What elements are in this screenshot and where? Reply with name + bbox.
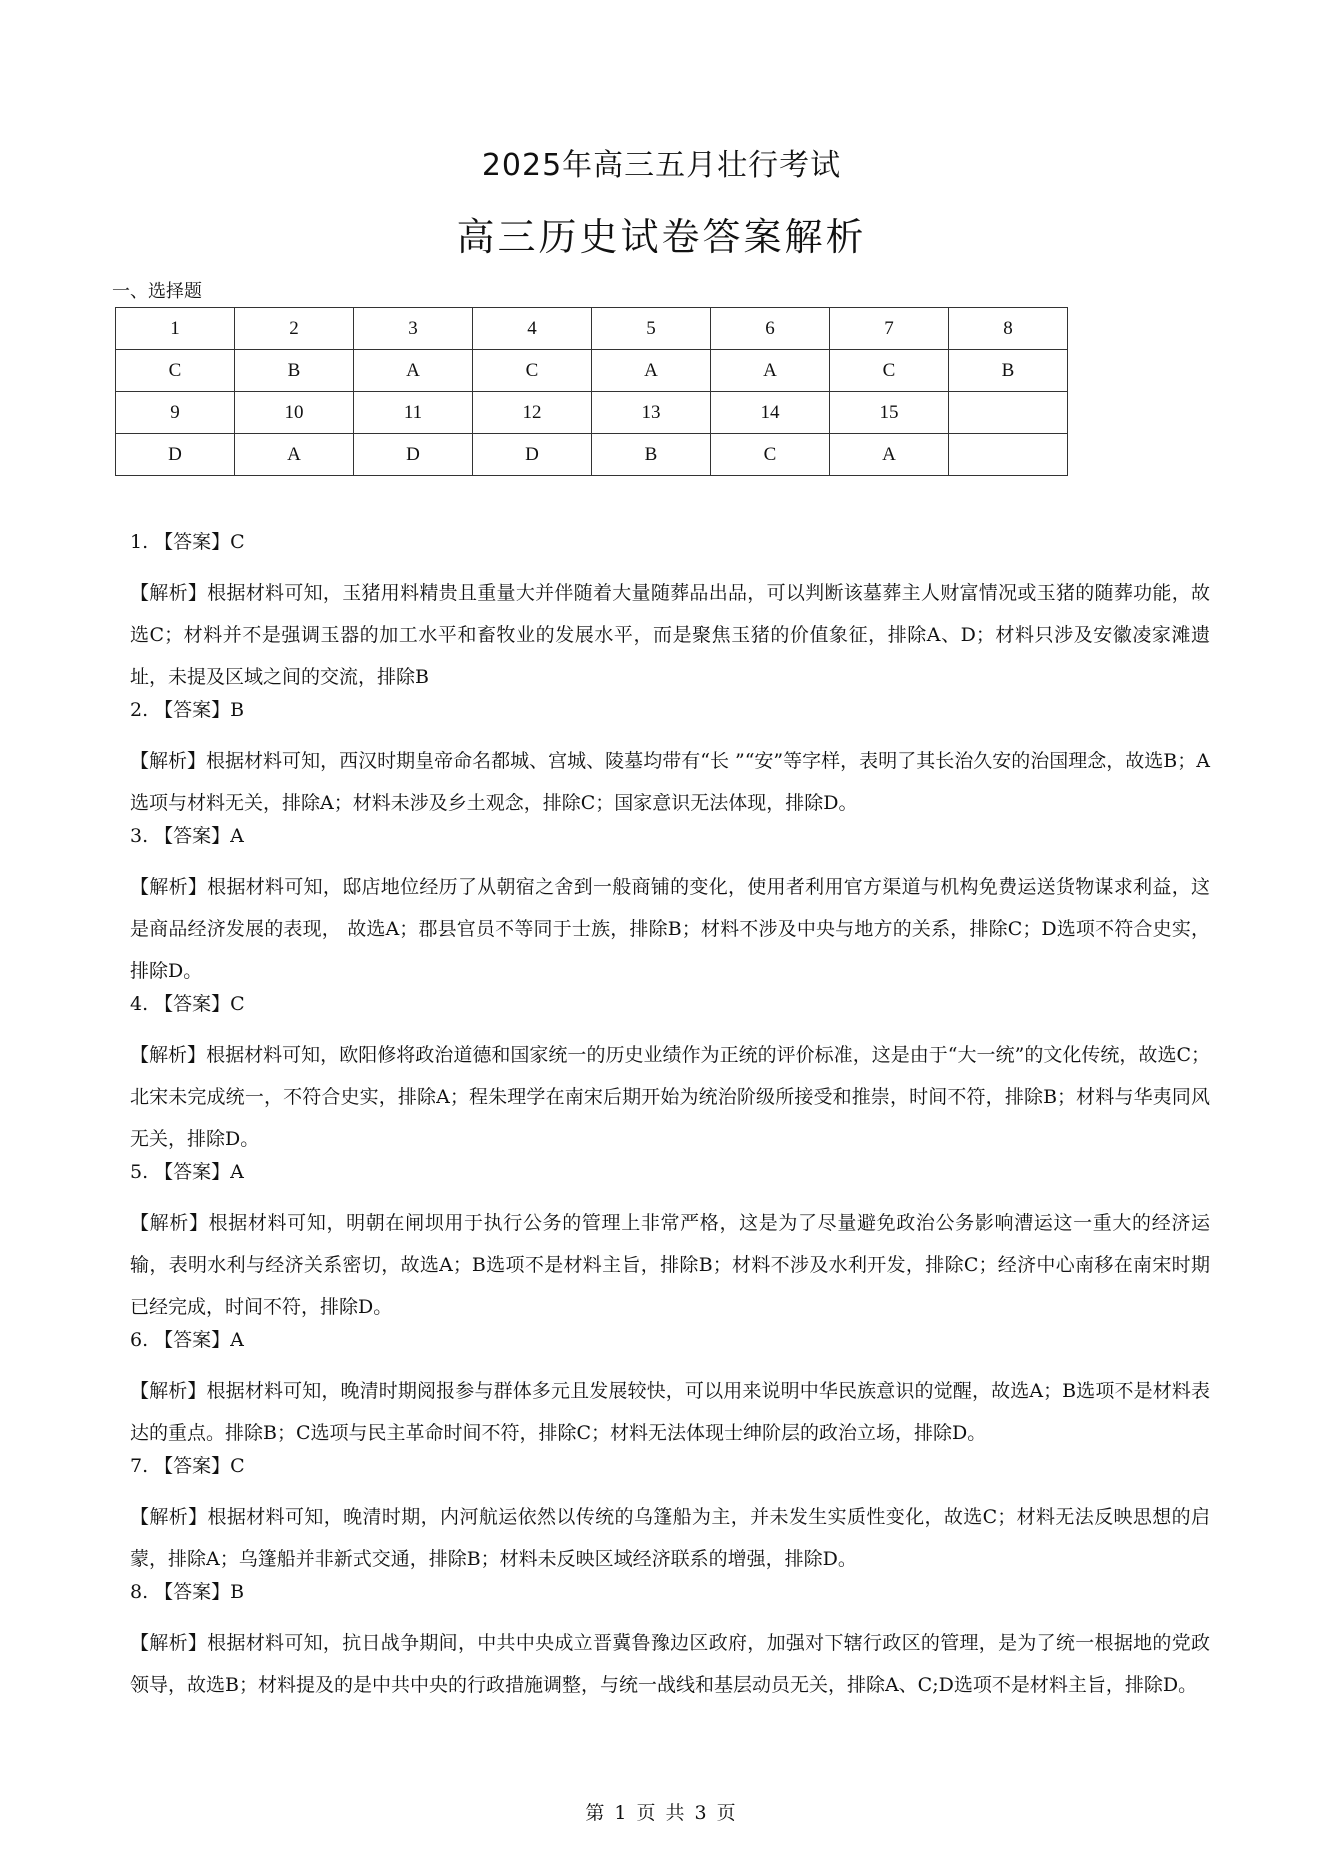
question-block	[130, 1580, 1210, 1706]
table-cell: 11	[354, 392, 473, 434]
question-block	[130, 992, 1210, 1160]
answer-table	[115, 307, 1068, 476]
table-cell: 2	[235, 308, 354, 350]
table-cell: C	[116, 350, 235, 392]
table-cell	[949, 434, 1068, 476]
answer-heading: 2. 【答案】B	[130, 699, 245, 721]
explanations	[130, 530, 1210, 1706]
table-cell: A	[354, 350, 473, 392]
table-cell: 1	[116, 308, 235, 350]
answer-heading: 7. 【答案】C	[130, 1455, 245, 1477]
question-block	[130, 1160, 1210, 1328]
table-cell: A	[830, 434, 949, 476]
analysis-text: 【解析】根据材料可知，晚清时期，内河航运依然以传统的乌篷船为主，并未发生实质性变化，故选C；材料无法反映思想的启蒙，排除A；乌篷船并非新式交通，排除B；材料未反映区域经济联系的增强，排除D。	[130, 1506, 1210, 1570]
table-cell: D	[473, 434, 592, 476]
table-row	[116, 308, 1068, 350]
table-cell: 14	[711, 392, 830, 434]
table-cell: 3	[354, 308, 473, 350]
table-cell: 10	[235, 392, 354, 434]
question-block	[130, 824, 1210, 992]
table-cell: B	[592, 434, 711, 476]
analysis-text: 【解析】根据材料可知，晚清时期阅报参与群体多元且发展较快，可以用来说明中华民族意识的觉醒，故选A；B选项不是材料表达的重点。排除B；C选项与民主革命时间不符，排除C；材料无法体现士绅阶层的政治立场，排除D。	[130, 1380, 1210, 1444]
page-title: 高三历史试卷答案解析	[456, 215, 867, 259]
table-cell: 15	[830, 392, 949, 434]
table-cell: 5	[592, 308, 711, 350]
analysis-text: 【解析】根据材料可知，欧阳修将政治道德和国家统一的历史业绩作为正统的评价标准，这是由于“大一统”的文化传统，故选C；北宋未完成统一，不符合史实，排除A；程朱理学在南宋后期开始为统治阶级所接受和推崇，时间不符，排除B；材料与华夷同风无关，排除D。	[130, 1044, 1210, 1150]
analysis-text: 【解析】根据材料可知，玉猪用料精贵且重量大并伴随着大量随葬品出品，可以判断该墓葬主人财富情况或玉猪的随葬功能，故选C；材料并不是强调玉器的加工水平和畜牧业的发展水平，而是聚焦玉猪的价值象征，排除A、D；材料只涉及安徽凌家滩遗址，未提及区域之间的交流，排除B	[130, 582, 1210, 688]
table-cell: 8	[949, 308, 1068, 350]
table-cell: 4	[473, 308, 592, 350]
section-label: 一、选择题	[112, 281, 202, 302]
question-block	[130, 698, 1210, 824]
table-cell: D	[354, 434, 473, 476]
question-block	[130, 1454, 1210, 1580]
answer-heading: 8. 【答案】B	[130, 1581, 245, 1603]
table-cell: 13	[592, 392, 711, 434]
table-cell: D	[116, 434, 235, 476]
question-block	[130, 1328, 1210, 1454]
answer-heading: 4. 【答案】C	[130, 993, 245, 1015]
table-cell: B	[949, 350, 1068, 392]
table-cell: C	[830, 350, 949, 392]
table-row	[116, 350, 1068, 392]
analysis-text: 【解析】根据材料可知，邸店地位经历了从朝宿之舍到一般商铺的变化，使用者利用官方渠道与机构免费运送货物谋求利益，这是商品经济发展的表现， 故选A；郡县官员不等同于士族，排除B；材料不涉及中央与地方的关系，排除C；D选项不符合史实，排除D。	[130, 876, 1210, 982]
answer-heading: 5. 【答案】A	[130, 1161, 244, 1183]
page-number: 第 1 页 共 3 页	[585, 1802, 738, 1824]
question-block	[130, 530, 1210, 698]
table-cell	[949, 392, 1068, 434]
table-cell: 9	[116, 392, 235, 434]
table-row	[116, 392, 1068, 434]
table-cell: A	[592, 350, 711, 392]
answer-heading: 6. 【答案】A	[130, 1329, 244, 1351]
table-cell: C	[711, 434, 830, 476]
table-cell: C	[473, 350, 592, 392]
analysis-text: 【解析】根据材料可知，抗日战争期间，中共中央成立晋冀鲁豫边区政府，加强对下辖行政区的管理，是为了统一根据地的党政领导，故选B；材料提及的是中共中央的行政措施调整，与统一战线和基层动员无关，排除A、C;D选项不是材料主旨，排除D。	[130, 1632, 1210, 1696]
table-cell: B	[235, 350, 354, 392]
analysis-text: 【解析】根据材料可知，西汉时期皇帝命名都城、宫城、陵墓均带有“长 ”“安”等字样，表明了其长治久安的治国理念，故选B；A选项与材料无关，排除A；材料未涉及乡土观念，排除C；国家意识无法体现，排除D。	[130, 750, 1210, 814]
exam-subtitle: 2025年高三五月壮行考试	[481, 148, 842, 183]
table-cell: 7	[830, 308, 949, 350]
table-row	[116, 434, 1068, 476]
table-cell: 6	[711, 308, 830, 350]
answer-heading: 1. 【答案】C	[130, 531, 245, 553]
analysis-text: 【解析】根据材料可知，明朝在闸坝用于执行公务的管理上非常严格，这是为了尽量避免政治公务影响漕运这一重大的经济运输，表明水利与经济关系密切，故选A；B选项不是材料主旨，排除B；材料不涉及水利开发，排除C；经济中心南移在南宋时期已经完成，时间不符，排除D。	[130, 1212, 1210, 1318]
table-cell: A	[711, 350, 830, 392]
table-cell: A	[235, 434, 354, 476]
table-cell: 12	[473, 392, 592, 434]
answer-heading: 3. 【答案】A	[130, 825, 244, 847]
